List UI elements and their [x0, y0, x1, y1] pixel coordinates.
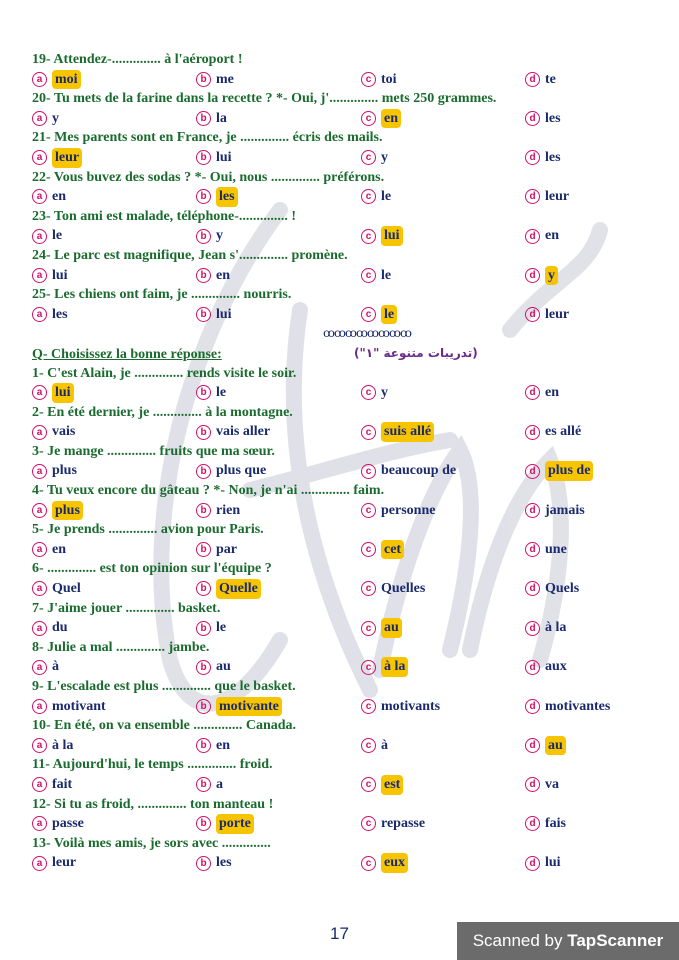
- option-letter: c: [361, 503, 376, 518]
- question-text: 2- En été dernier, je .............. à la montagne.: [32, 404, 293, 420]
- option-text-highlighted: plus: [52, 501, 83, 521]
- option-letter: b: [196, 425, 211, 440]
- answer-option: [196, 461, 266, 481]
- option-text: y: [52, 110, 59, 126]
- option-text: en: [216, 267, 230, 283]
- section-tag: (تدريبات متنوعة "١"): [354, 345, 478, 360]
- option-letter: c: [361, 268, 376, 283]
- option-letter: c: [361, 385, 376, 400]
- option-letter: a: [32, 777, 47, 792]
- option-text: y: [216, 228, 223, 244]
- option-text: toi: [381, 71, 397, 87]
- option-letter: c: [361, 856, 376, 871]
- option-letter: c: [361, 229, 376, 244]
- option-text-highlighted: eux: [381, 853, 408, 873]
- answer-option: [361, 657, 408, 677]
- option-letter: d: [525, 425, 540, 440]
- answer-option: [361, 579, 425, 599]
- option-text: Quels: [545, 581, 580, 597]
- answer-option: [32, 226, 62, 246]
- option-letter: a: [32, 464, 47, 479]
- options-row: [32, 266, 662, 286]
- option-text: le: [381, 267, 392, 283]
- option-letter: b: [196, 542, 211, 557]
- option-text: vais: [52, 424, 76, 440]
- option-letter: b: [196, 111, 211, 126]
- option-text: Quelles: [381, 581, 426, 597]
- options-row: [32, 501, 662, 521]
- option-text: les: [216, 855, 232, 871]
- option-text: personne: [381, 502, 436, 518]
- answer-option: [196, 109, 227, 129]
- answer-option: [32, 501, 83, 521]
- answer-option: [361, 540, 404, 560]
- option-letter: b: [196, 150, 211, 165]
- option-text: leur: [545, 189, 570, 205]
- option-text-highlighted: Quelle: [216, 579, 261, 599]
- exercise-block-mixed: [32, 364, 662, 873]
- option-text: une: [545, 541, 567, 557]
- scanner-badge: [457, 922, 679, 960]
- answer-option: [196, 657, 231, 677]
- question-text: 9- L'escalade est plus .............. que le basket.: [32, 679, 296, 694]
- answer-option: [32, 305, 68, 325]
- option-text: par: [216, 541, 237, 557]
- option-text: motivants: [381, 698, 441, 714]
- answer-option: [32, 461, 77, 481]
- option-letter: b: [196, 229, 211, 244]
- option-text: rien: [216, 502, 241, 518]
- option-text: lui: [52, 267, 68, 283]
- option-letter: b: [196, 660, 211, 675]
- answer-option: [361, 814, 425, 834]
- answer-option: [196, 305, 232, 325]
- option-text: le: [216, 385, 227, 401]
- option-text: les: [545, 110, 561, 126]
- options-row: [32, 697, 662, 717]
- option-text: me: [216, 71, 234, 87]
- option-text: a: [216, 776, 223, 792]
- answer-option: [525, 148, 561, 168]
- answer-option: [361, 461, 456, 481]
- answer-option: [525, 657, 567, 677]
- option-letter: a: [32, 699, 47, 714]
- options-row: [32, 148, 662, 168]
- answer-option: [32, 814, 84, 834]
- question-text: 21- Mes parents sont en France, je .............. écris des mails.: [32, 130, 383, 146]
- option-letter: a: [32, 816, 47, 831]
- option-letter: c: [361, 660, 376, 675]
- question-text: 12- Si tu as froid, .............. ton manteau !: [32, 796, 274, 812]
- option-letter: a: [32, 111, 47, 126]
- option-text-highlighted: en: [381, 109, 401, 129]
- answer-option: [196, 775, 223, 795]
- option-letter: b: [196, 738, 211, 753]
- answer-option: [361, 187, 391, 207]
- question-text: 7- J'aime jouer .............. basket.: [32, 600, 221, 616]
- answer-option: [32, 148, 82, 168]
- option-letter: d: [525, 581, 540, 596]
- question-text: 3- Je mange .............. fruits que ma sœur.: [32, 443, 275, 459]
- option-letter: d: [525, 268, 540, 283]
- answer-option: [525, 736, 566, 756]
- answer-option: [525, 383, 559, 403]
- option-letter: b: [196, 581, 211, 596]
- option-letter: c: [361, 307, 376, 322]
- answer-option: [196, 501, 240, 521]
- answer-option: [525, 853, 561, 873]
- option-text: la: [216, 110, 227, 126]
- options-row: [32, 305, 662, 325]
- option-text: à la: [52, 737, 74, 753]
- answer-option: [525, 814, 566, 834]
- option-text: lui: [216, 306, 232, 322]
- option-text: en: [216, 737, 230, 753]
- answer-option: [525, 305, 569, 325]
- answer-option: [32, 187, 66, 207]
- options-row: [32, 422, 662, 442]
- page-number: 17: [330, 924, 349, 943]
- option-text-highlighted: moi: [52, 70, 81, 90]
- answer-option: [361, 422, 434, 442]
- option-letter: a: [32, 189, 47, 204]
- answer-option: [196, 618, 226, 638]
- question-text: 19- Attendez-.............. à l'aéroport !: [32, 52, 243, 67]
- option-text-highlighted: le: [381, 305, 397, 325]
- answer-option: [361, 383, 388, 403]
- option-text: à la: [545, 620, 567, 636]
- answer-option: [361, 266, 391, 286]
- scanner-brand: TapScanner: [567, 931, 664, 950]
- answer-option: [525, 226, 559, 246]
- option-text-highlighted: cet: [381, 540, 404, 560]
- answer-option: [196, 187, 238, 207]
- option-letter: a: [32, 660, 47, 675]
- option-letter: c: [361, 189, 376, 204]
- answer-option: [196, 226, 223, 246]
- option-text-highlighted: y: [545, 266, 558, 286]
- question-text: 25- Les chiens ont faim, je .............. nourris.: [32, 287, 292, 303]
- answer-option: [32, 618, 68, 638]
- option-letter: d: [525, 738, 540, 753]
- options-row: [32, 618, 662, 638]
- option-text: le: [216, 620, 227, 636]
- answer-option: [361, 775, 403, 795]
- question-text: 1- C'est Alain, je .............. rends visite le soir.: [32, 365, 297, 381]
- option-text: les: [545, 149, 561, 165]
- answer-option: [196, 814, 254, 834]
- option-letter: a: [32, 621, 47, 636]
- option-letter: d: [525, 464, 540, 479]
- answer-option: [525, 461, 593, 481]
- option-text: fais: [545, 816, 566, 832]
- answer-option: [525, 697, 610, 717]
- option-letter: c: [361, 150, 376, 165]
- answer-option: [361, 697, 440, 717]
- option-text: jamais: [545, 502, 585, 518]
- option-text: lui: [216, 149, 232, 165]
- options-row: [32, 383, 662, 403]
- option-letter: c: [361, 425, 376, 440]
- worksheet: [32, 50, 662, 873]
- answer-option: [525, 775, 559, 795]
- option-letter: d: [525, 385, 540, 400]
- exercise-block-pronouns: [32, 50, 662, 324]
- option-letter: d: [525, 503, 540, 518]
- options-row: [32, 579, 662, 599]
- options-row: [32, 70, 662, 90]
- option-text: es allé: [545, 424, 582, 440]
- option-text: beaucoup de: [381, 463, 457, 479]
- option-letter: a: [32, 503, 47, 518]
- option-letter: d: [525, 111, 540, 126]
- option-text-highlighted: est: [381, 775, 403, 795]
- option-text-highlighted: porte: [216, 814, 254, 834]
- option-text: à: [52, 659, 59, 675]
- options-row: [32, 540, 662, 560]
- option-text: aux: [545, 659, 567, 675]
- answer-option: [196, 383, 226, 403]
- option-letter: d: [525, 307, 540, 322]
- options-row: [32, 187, 662, 207]
- option-text: leur: [545, 306, 570, 322]
- answer-option: [32, 775, 72, 795]
- question-text: 5- Je prends .............. avion pour Paris.: [32, 522, 264, 538]
- option-text: te: [545, 71, 556, 87]
- option-letter: d: [525, 150, 540, 165]
- option-text: Quel: [52, 581, 81, 597]
- scanner-prefix: Scanned by: [472, 931, 563, 950]
- option-text: en: [545, 228, 559, 244]
- option-text: les: [52, 306, 68, 322]
- option-text: du: [52, 620, 68, 636]
- option-letter: b: [196, 268, 211, 283]
- option-text: y: [381, 385, 388, 401]
- answer-option: [32, 266, 68, 286]
- option-text: repasse: [381, 816, 426, 832]
- ornamental-divider: ꝏꝏꝏꝏꝏꝏꝏꝏ: [323, 326, 411, 341]
- option-letter: c: [361, 581, 376, 596]
- answer-option: [361, 501, 435, 521]
- option-text: à: [381, 737, 388, 753]
- question-text: 22- Vous buvez des sodas ? *- Oui, nous .............. préférons.: [32, 169, 385, 185]
- answer-option: [361, 70, 397, 90]
- answer-option: [525, 109, 561, 129]
- option-text: vais aller: [216, 424, 271, 440]
- option-letter: d: [525, 542, 540, 557]
- option-text: le: [381, 189, 392, 205]
- option-text: en: [52, 541, 66, 557]
- answer-option: [361, 226, 403, 246]
- answer-option: [196, 540, 237, 560]
- option-text-highlighted: motivante: [216, 697, 282, 717]
- answer-option: [32, 697, 106, 717]
- option-letter: a: [32, 150, 47, 165]
- answer-option: [361, 618, 402, 638]
- question-text: 4- Tu veux encore du gâteau ? *- Non, je n'ai .............. faim.: [32, 483, 385, 499]
- options-row: [32, 657, 662, 677]
- answer-option: [525, 422, 581, 442]
- option-letter: d: [525, 229, 540, 244]
- question-text: 20- Tu mets de la farine dans la recette ? *- Oui, j'.............. mets 250 grammes.: [32, 91, 497, 107]
- answer-option: [32, 853, 76, 873]
- answer-option: [196, 70, 234, 90]
- option-letter: d: [525, 660, 540, 675]
- option-text-highlighted: au: [545, 736, 566, 756]
- option-letter: b: [196, 621, 211, 636]
- answer-option: [32, 109, 59, 129]
- option-text: plus que: [216, 463, 267, 479]
- option-letter: d: [525, 72, 540, 87]
- option-letter: a: [32, 307, 47, 322]
- answer-option: [196, 697, 282, 717]
- question-text: 6- .............. est ton opinion sur l'équipe ?: [32, 561, 272, 577]
- option-letter: a: [32, 385, 47, 400]
- option-letter: b: [196, 816, 211, 831]
- option-text: motivantes: [545, 698, 611, 714]
- options-row: [32, 853, 662, 873]
- answer-option: [525, 187, 569, 207]
- option-letter: a: [32, 229, 47, 244]
- options-row: [32, 226, 662, 246]
- option-letter: a: [32, 542, 47, 557]
- option-text: motivant: [52, 698, 106, 714]
- option-text: au: [216, 659, 231, 675]
- option-text-highlighted: à la: [381, 657, 408, 677]
- section-title: Q- Choisissez la bonne réponse:: [32, 346, 222, 362]
- question-text: 13- Voilà mes amis, je sors avec ..............: [32, 835, 271, 851]
- option-letter: c: [361, 738, 376, 753]
- question-text: 11- Aujourd'hui, le temps .............. froid.: [32, 757, 273, 773]
- answer-option: [525, 540, 567, 560]
- options-row: [32, 461, 662, 481]
- answer-option: [196, 853, 232, 873]
- answer-option: [32, 736, 73, 756]
- option-text: leur: [52, 855, 77, 871]
- option-letter: c: [361, 699, 376, 714]
- answer-option: [32, 422, 75, 442]
- answer-option: [525, 70, 556, 90]
- option-letter: b: [196, 307, 211, 322]
- answer-option: [196, 148, 232, 168]
- answer-option: [525, 266, 558, 286]
- answer-option: [196, 736, 230, 756]
- answer-option: [32, 70, 81, 90]
- answer-option: [361, 305, 397, 325]
- option-letter: c: [361, 464, 376, 479]
- option-letter: b: [196, 464, 211, 479]
- option-text-highlighted: les: [216, 187, 238, 207]
- question-text: 8- Julie a mal .............. jambe.: [32, 639, 210, 655]
- option-letter: a: [32, 738, 47, 753]
- option-text: fait: [52, 776, 73, 792]
- option-text: plus: [52, 463, 77, 479]
- answer-option: [32, 540, 66, 560]
- option-text: en: [52, 189, 66, 205]
- option-text: en: [545, 385, 559, 401]
- options-row: [32, 814, 662, 834]
- question-text: 24- Le parc est magnifique, Jean s'.............. promène.: [32, 247, 348, 263]
- answer-option: [196, 579, 261, 599]
- option-letter: a: [32, 581, 47, 596]
- answer-option: [32, 657, 59, 677]
- option-text: va: [545, 776, 559, 792]
- option-letter: b: [196, 699, 211, 714]
- option-text-highlighted: au: [381, 618, 402, 638]
- option-letter: c: [361, 816, 376, 831]
- question-text: 23- Ton ami est malade, téléphone-.............. !: [32, 208, 297, 224]
- options-row: [32, 109, 662, 129]
- option-letter: b: [196, 385, 211, 400]
- option-text-highlighted: lui: [52, 383, 74, 403]
- option-letter: c: [361, 542, 376, 557]
- question-text: 10- En été, on va ensemble .............. Canada.: [32, 718, 297, 734]
- option-letter: d: [525, 856, 540, 871]
- answer-option: [361, 853, 408, 873]
- options-row: [32, 736, 662, 756]
- option-letter: a: [32, 856, 47, 871]
- option-letter: d: [525, 777, 540, 792]
- option-text: y: [381, 149, 388, 165]
- answer-option: [32, 383, 74, 403]
- option-letter: b: [196, 72, 211, 87]
- option-letter: c: [361, 72, 376, 87]
- options-row: [32, 775, 662, 795]
- option-letter: d: [525, 189, 540, 204]
- option-letter: b: [196, 503, 211, 518]
- option-letter: a: [32, 425, 47, 440]
- option-letter: b: [196, 189, 211, 204]
- answer-option: [196, 422, 270, 442]
- answer-option: [361, 736, 388, 756]
- option-letter: c: [361, 621, 376, 636]
- option-letter: a: [32, 72, 47, 87]
- option-letter: b: [196, 777, 211, 792]
- answer-option: [525, 501, 585, 521]
- option-text-highlighted: leur: [52, 148, 82, 168]
- answer-option: [361, 109, 401, 129]
- answer-option: [361, 148, 388, 168]
- option-letter: b: [196, 856, 211, 871]
- answer-option: [525, 618, 566, 638]
- option-letter: c: [361, 777, 376, 792]
- option-text-highlighted: suis allé: [381, 422, 434, 442]
- answer-option: [196, 266, 230, 286]
- option-text: lui: [545, 855, 561, 871]
- option-text: passe: [52, 816, 84, 832]
- option-letter: d: [525, 816, 540, 831]
- option-text-highlighted: lui: [381, 226, 403, 246]
- option-letter: d: [525, 621, 540, 636]
- option-text: le: [52, 228, 63, 244]
- section-heading: [32, 344, 662, 364]
- answer-option: [32, 579, 81, 599]
- option-letter: d: [525, 699, 540, 714]
- option-letter: c: [361, 111, 376, 126]
- answer-option: [525, 579, 579, 599]
- option-letter: a: [32, 268, 47, 283]
- option-text-highlighted: plus de: [545, 461, 593, 481]
